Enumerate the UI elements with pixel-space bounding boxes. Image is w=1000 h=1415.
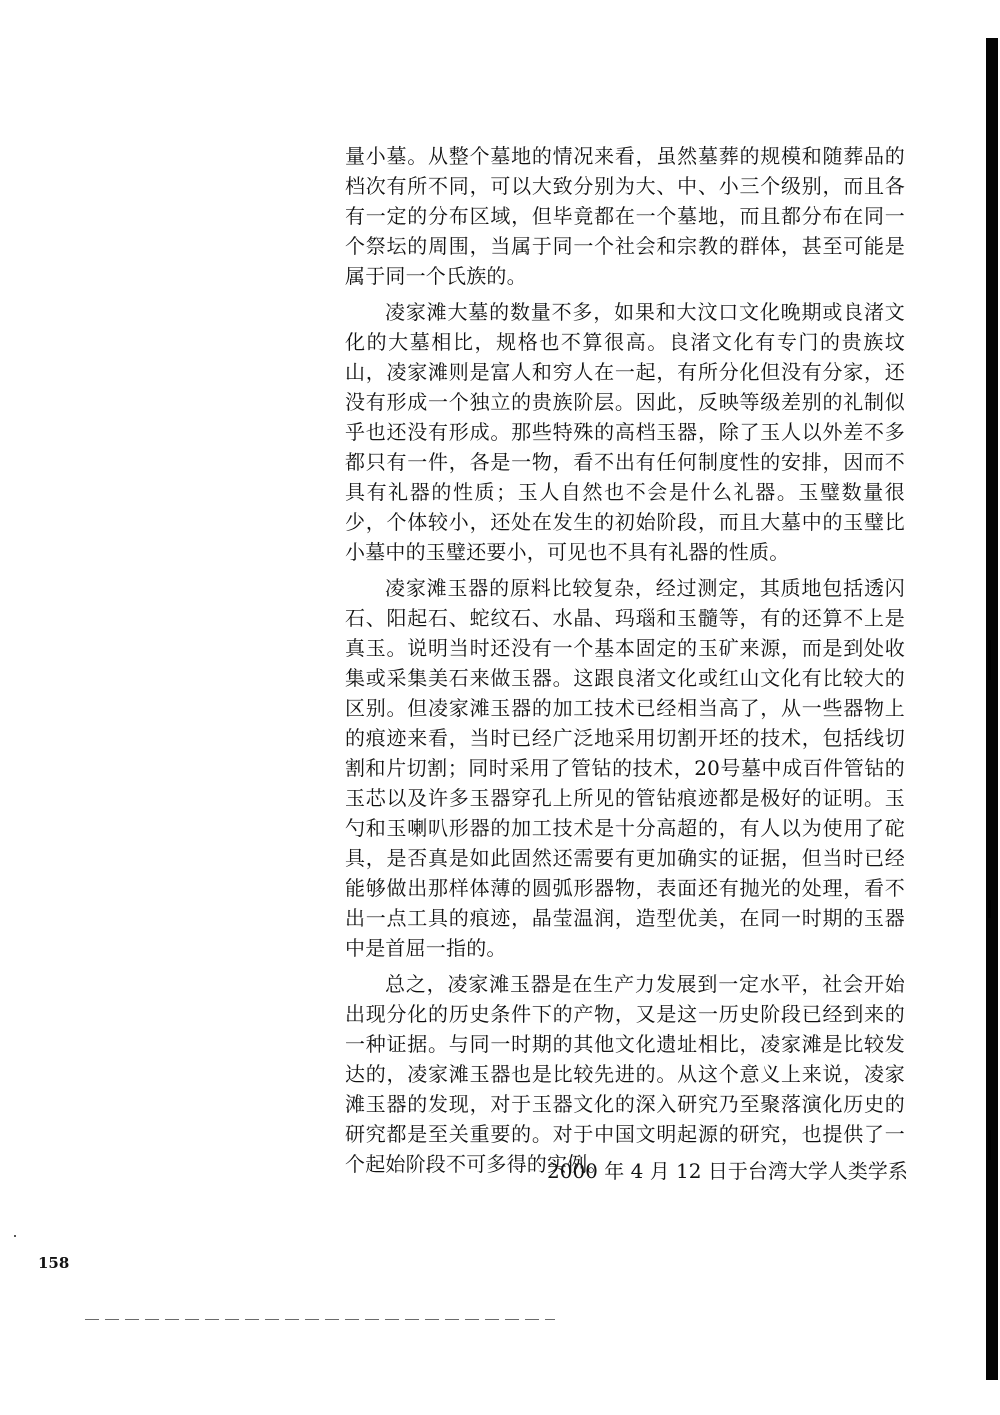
paragraph-4: 总之，凌家滩玉器是在生产力发展到一定水平，社会开始出现分化的历史条件下的产物，又是这一历史阶段已经到来的一种证据。与同一时期的其他文化遗址相比，凌家滩是比较发达的，凌家滩玉器也是比较先进的。从这个意义上来说，凌家滩玉器的发现，对于玉器文化的深入研究乃至聚落演化历史的研究都是至关重要的。对于中国文明起源的研究，也提供了一个起始阶段不可多得的实例。 [345,972,905,1176]
footer-rule [85,1319,555,1320]
scan-artifact [988,640,991,680]
scan-artifact [988,900,991,918]
book-binding-edge [986,38,998,1380]
body-text [345,141,905,1179]
scan-artifact [988,1130,991,1160]
scan-artifact [14,1235,16,1237]
paragraph-1: 量小墓。从整个墓地的情况来看，虽然墓葬的规模和随葬品的档次有所不同，可以大致分别为大、中、小三个级别，而且各有一定的分布区域，但毕竟都在一个墓地，而且都分布在同一个祭坛的周围，当属于同一个社会和宗教的群体，甚至可能是属于同一个氏族的。 [345,144,905,288]
page-number: 158 [38,1254,70,1272]
paragraph-3: 凌家滩玉器的原料比较复杂，经过测定，其质地包括透闪石、阳起石、蛇纹石、水晶、玛瑙和玉髓等，有的还算不上是真玉。说明当时还没有一个基本固定的玉矿来源，而是到处收集或采集美石来做玉器。这跟良渚文化或红山文化有比较大的区别。但凌家滩玉器的加工技术已经相当高了，从一些器物上的痕迹来看，当时已经广泛地采用切割开坯的技术，包括线切割和片切割；同时采用了管钻的技术，20号墓中成百件管钻的玉芯以及许多玉器穿孔上所见的管钻痕迹都是极好的证明。玉勺和玉喇叭形器的加工技术是十分高超的，有人以为使用了砣具，是否真是如此固然还需要有更加确实的证据，但当时已经能够做出那样体薄的圆弧形器物，表面还有抛光的处理，看不出一点工具的痕迹，晶莹温润，造型优美，在同一时期的玉器中是首屈一指的。 [345,576,905,960]
paragraph-2: 凌家滩大墓的数量不多，如果和大汶口文化晚期或良渚文化的大墓相比，规格也不算很高。良渚文化有专门的贵族坟山，凌家滩则是富人和穷人在一起，有所分化但没有分家，还没有形成一个独立的贵族阶层。因此，反映等级差别的礼制似乎也还没有形成。那些特殊的高档玉器，除了玉人以外差不多都只有一件，各是一物，看不出有任何制度性的安排，因而不具有礼器的性质；玉人自然也不会是什么礼器。玉璧数量很少，个体较小，还处在发生的初始阶段，而且大墓中的玉璧比小墓中的玉璧还要小，可见也不具有礼器的性质。 [345,300,905,564]
date-signature: 2000 年 4 月 12 日于台湾大学人类学系 [547,1159,908,1183]
